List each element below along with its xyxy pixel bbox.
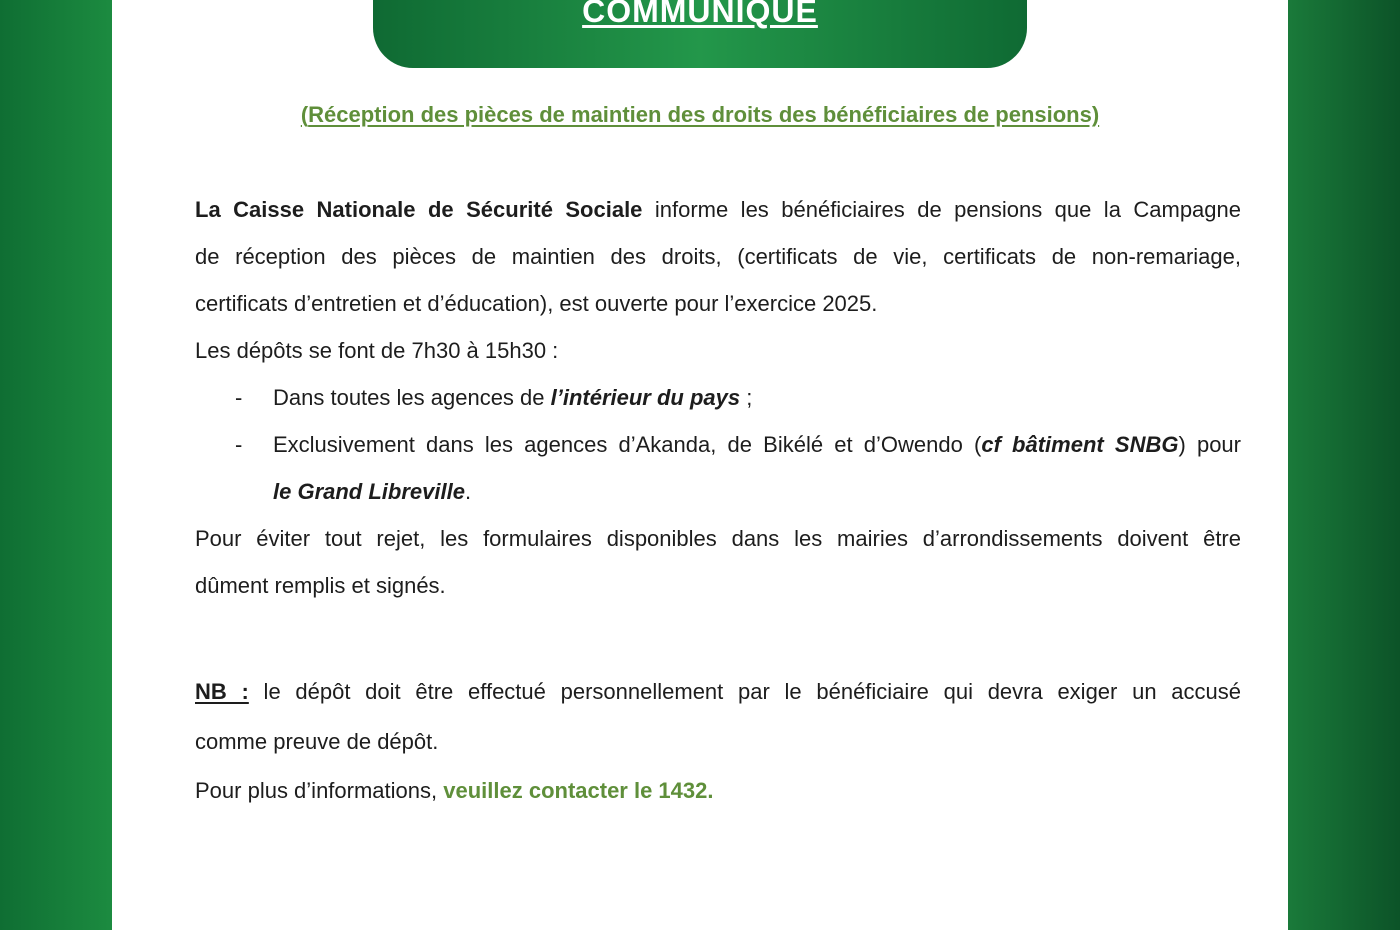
bullet2-pre: Exclusivement dans les agences d’Akanda, de Bikélé et d’Owendo ( bbox=[273, 432, 982, 457]
contact-pre: Pour plus d’informations, bbox=[195, 778, 444, 803]
subtitle-text: Réception des pièces de maintien des droits des bénéficiaires de pensions) bbox=[308, 102, 1100, 127]
warning-line-1: Pour éviter tout rejet, les formulaires disponibles dans les mairies d’arrondissements doivent être bbox=[195, 526, 1241, 551]
intro-line-3: certificats d’entretien et d’éducation), est ouverte pour l’exercice 2025. bbox=[195, 291, 878, 316]
document-body bbox=[195, 186, 1241, 814]
bullet-dash: - bbox=[235, 432, 243, 457]
bullet1-emphasis: l’intérieur du pays bbox=[550, 385, 741, 410]
list-item bbox=[195, 374, 1241, 421]
bullet1-post: ; bbox=[740, 385, 753, 410]
left-green-band bbox=[0, 0, 112, 930]
bullet2-continuation bbox=[195, 468, 1241, 515]
warning-line-2: dûment remplis et signés. bbox=[195, 573, 446, 598]
nb-label: NB : bbox=[195, 679, 249, 704]
bullet-text bbox=[273, 374, 1241, 421]
hours-line: Les dépôts se font de 7h30 à 15h30 : bbox=[195, 338, 559, 363]
page-title: COMMUNIQUE bbox=[582, 0, 818, 29]
right-green-band bbox=[1288, 0, 1400, 930]
title-banner bbox=[373, 0, 1027, 68]
nb-block bbox=[195, 667, 1241, 767]
intro-line-1-rest: informe les bénéficiaires de pensions que la Campagne bbox=[642, 197, 1241, 222]
organization-name: La Caisse Nationale de Sécurité Sociale bbox=[195, 197, 643, 222]
bullet2-line2-post: . bbox=[464, 479, 472, 504]
intro-line-2: de réception des pièces de maintien des droits, (certificats de vie, certificats de non-remariage, bbox=[195, 244, 1241, 269]
document-sheet bbox=[112, 0, 1288, 930]
intro-line-1 bbox=[195, 186, 1241, 233]
bullet-text bbox=[273, 421, 1241, 468]
nb-text: le dépôt doit être effectué personnellement par le bénéficiaire qui devra exiger un accusé bbox=[248, 679, 1241, 704]
bullet1-pre: Dans toutes les agences de bbox=[273, 385, 551, 410]
nb-line-2: comme preuve de dépôt. bbox=[195, 729, 439, 754]
list-item bbox=[195, 421, 1241, 468]
contact-phone: veuillez contacter le 1432 bbox=[443, 778, 708, 803]
bullet-dash: - bbox=[235, 385, 243, 410]
subtitle bbox=[112, 102, 1288, 128]
contact-post: . bbox=[707, 778, 714, 803]
subtitle-open-paren: ( bbox=[300, 102, 309, 127]
grand-libreville: le Grand Libreville bbox=[273, 479, 465, 504]
bullet2-post: ) pour bbox=[1178, 432, 1241, 457]
contact-line bbox=[195, 767, 1241, 814]
nb-line-1 bbox=[195, 667, 1241, 717]
bullet2-emphasis: cf bâtiment SNBG bbox=[981, 432, 1179, 457]
